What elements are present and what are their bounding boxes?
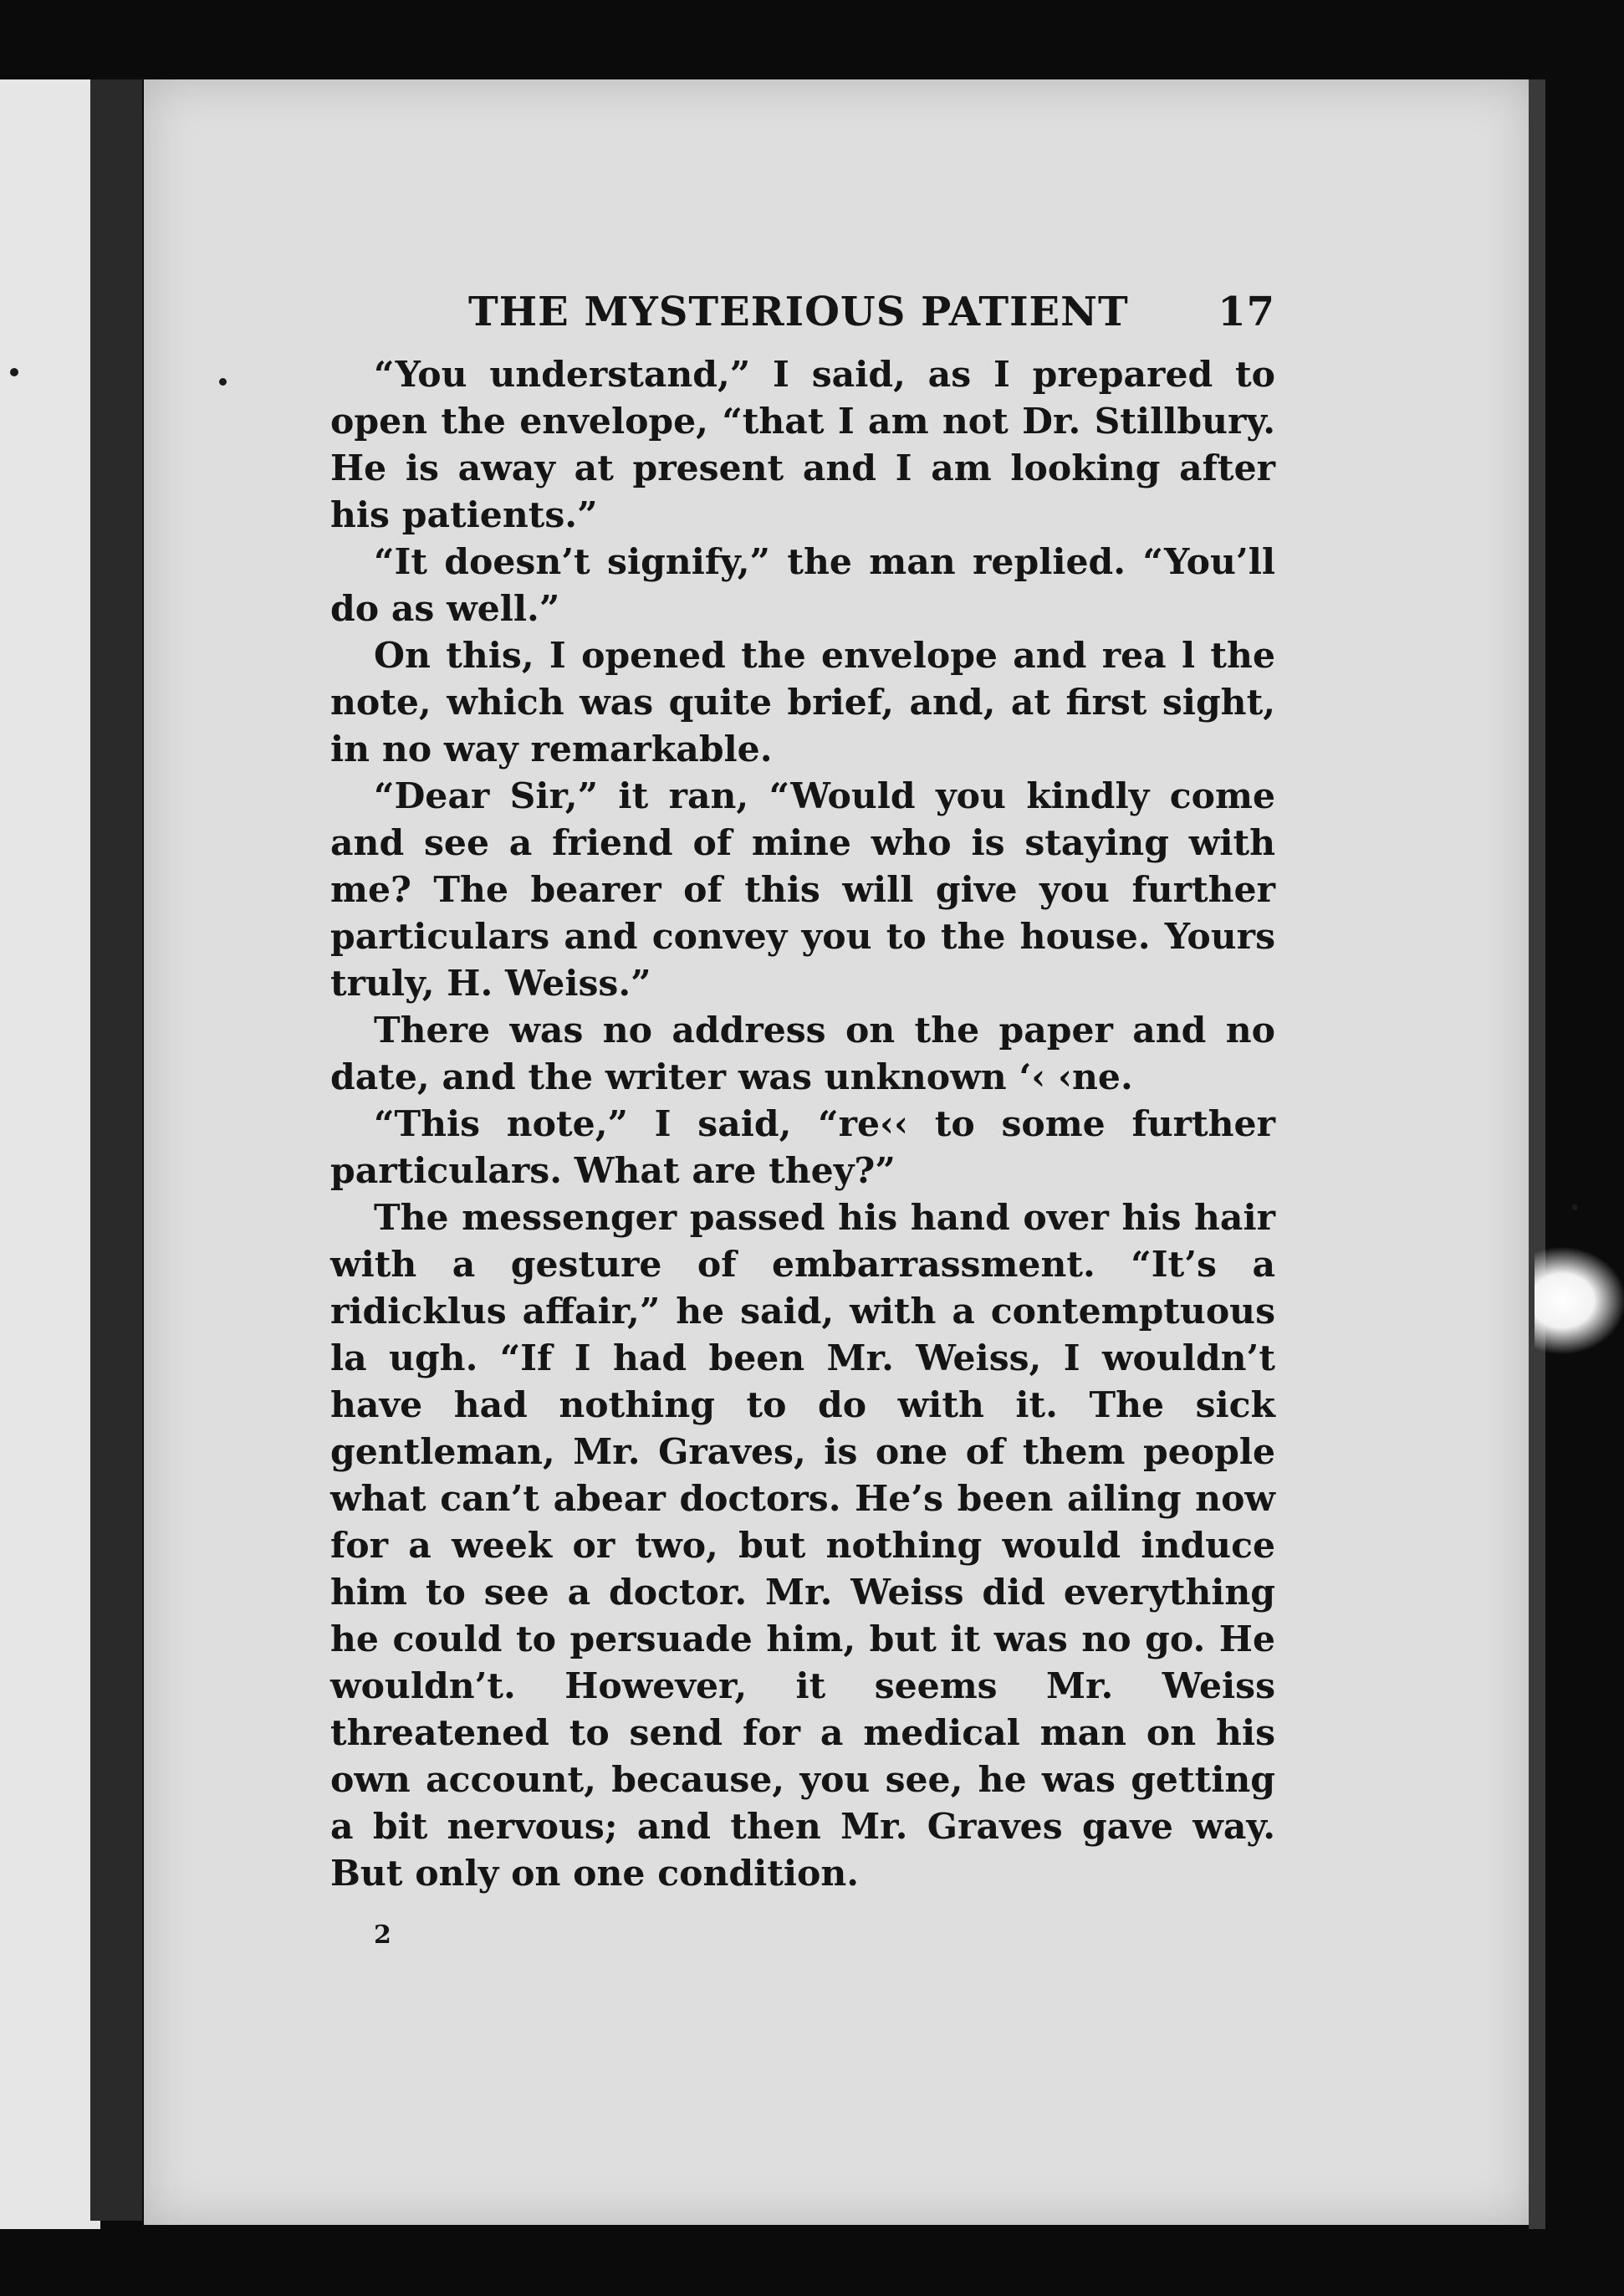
running-title: THE MYSTERIOUS PATIENT (468, 289, 1129, 335)
scan-speck (1572, 1204, 1578, 1210)
previous-page-sliver (0, 79, 100, 2229)
scan-speck (10, 368, 18, 376)
scan-speck (219, 378, 227, 386)
paragraph: “This note,” I said, “re‹‹ to some further particulars. What are they?” (330, 1103, 1275, 1192)
signature-mark: 2 (374, 1920, 391, 1950)
page-number: 17 (1218, 289, 1275, 335)
paragraph: “Dear Sir,” it ran, “Would you kindly come and see a friend of mine who is staying with me? The bearer of this will give you further particulars and convey you to the house. Yours truly, H. Weiss.” (330, 775, 1275, 1005)
book-gutter (90, 79, 142, 2221)
page-content (330, 289, 1275, 1952)
body-text (330, 351, 1275, 1897)
paragraph: The messenger passed his hand over his hair with a gesture of embarrassment. “It’s a ridicklus affair,” he said, with a contemptuous la ugh. “If I had been Mr. Weiss, I wouldn’t have had nothing to do with it. The sick gentleman, Mr. Graves, is one of them people what can’t abear doctors. He’s been ailing now for a week or two, but nothing would induce him to see a doctor. Mr. Weiss did everything he could to persuade him, but it was no go. He wouldn’t. However, it seems Mr. Weiss threatened to send for a medical man on his own account, because, you see, he was getting a bit nervous; and then Mr. Graves gave way. But only on one condition. (330, 1197, 1275, 1895)
paragraph: There was no address on the paper and no date, and the writer was unknown ‘‹ ‹ne. (330, 1010, 1275, 1098)
paragraph: “You understand,” I said, as I prepared to open the envelope, “that I am not Dr. Stillbury. He is away at present and I am looking after his patients.” (330, 354, 1275, 536)
scan-glare (1535, 1246, 1624, 1355)
page-edge (1529, 79, 1545, 2229)
paragraph: “It doesn’t signify,” the man replied. “You’ll do as well.” (330, 541, 1275, 630)
running-head (330, 289, 1275, 351)
paragraph: On this, I opened the envelope and rea l the note, which was quite brief, and, at first sight, in no way remarkable. (330, 635, 1275, 770)
